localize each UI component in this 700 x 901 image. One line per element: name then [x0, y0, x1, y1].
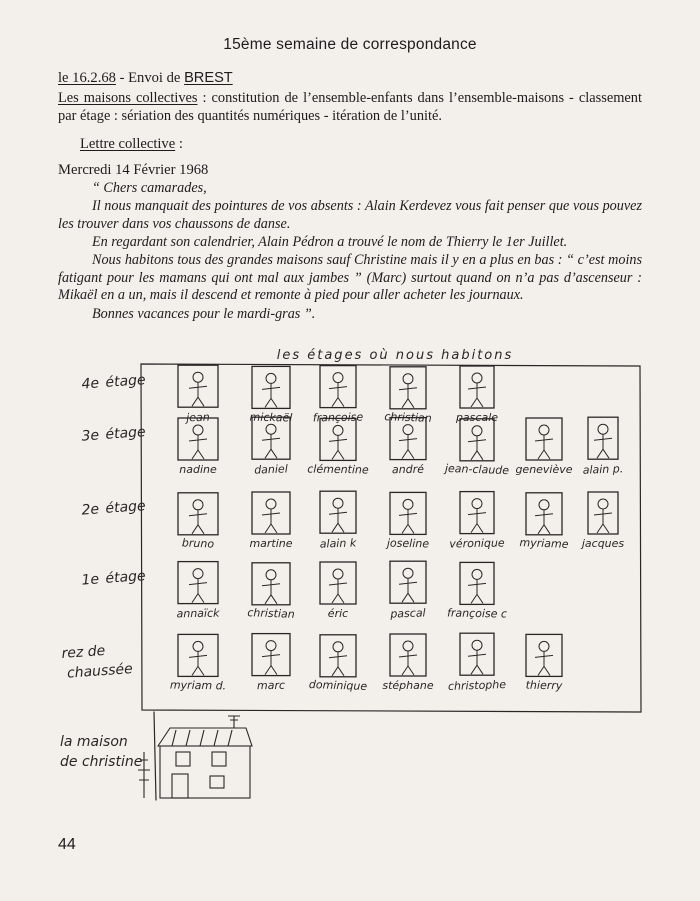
child-name: christian	[247, 606, 295, 621]
dispatch-city: BREST	[184, 70, 233, 86]
window-thierry	[526, 634, 563, 692]
window-cl-mentine	[307, 418, 369, 476]
child-name: nadine	[179, 463, 217, 476]
figure-head	[403, 425, 413, 435]
window--ric	[320, 562, 356, 620]
figure-head	[333, 373, 343, 383]
window-christian	[247, 563, 295, 621]
window-myriam-d-	[170, 634, 226, 692]
figure-body	[399, 651, 417, 675]
figure-head	[403, 641, 413, 651]
figure-head	[266, 570, 276, 580]
figure-head	[333, 425, 343, 435]
theme-text: : constitution de l’ensemble-enfants dans l’ensemble-maisons - classement par étage : sériation des quantités numériques - itération de l’unité.	[58, 90, 642, 124]
figure-body	[399, 509, 417, 533]
floor-label: 1e étage	[81, 568, 147, 589]
child-name: alain k	[319, 536, 357, 551]
child-name: mickaël	[249, 410, 293, 425]
figure-head	[403, 499, 413, 509]
figure-body	[399, 435, 417, 459]
figure-body	[262, 509, 280, 533]
figure-body	[594, 509, 612, 533]
figure-head	[193, 425, 203, 435]
child-name: myriam d.	[169, 678, 227, 693]
child-name: pascal	[390, 606, 426, 621]
letter-closing: Bonnes vacances pour le mardi-gras ”.	[92, 306, 316, 322]
figure-head	[539, 500, 549, 510]
figure-head	[598, 499, 608, 509]
figure-head	[266, 373, 276, 383]
figure-head	[266, 424, 276, 434]
letter-paragraph-1: Il nous manquait des pointures de vos absents : Alain Kerdevez vous fait penser que vous pouvez les trouver dans vos chaussons de danse.	[58, 198, 642, 232]
theme-label: Les maisons collectives	[58, 90, 198, 106]
window-jean-claude	[443, 419, 510, 477]
figure-head	[539, 425, 549, 435]
figure-body	[535, 651, 553, 675]
figure-head	[403, 568, 413, 578]
figure-body	[262, 434, 280, 458]
figure-body	[189, 510, 207, 534]
figure-body	[262, 383, 280, 407]
floor-label: 4e étage	[81, 372, 147, 393]
figure-body	[262, 651, 280, 675]
letter-label-colon: :	[175, 136, 183, 152]
figure-head	[403, 374, 413, 384]
figure-head	[472, 640, 482, 650]
window-marc	[252, 634, 290, 693]
window-christian	[384, 367, 432, 425]
child-name: jean-claude	[444, 461, 510, 478]
child-name: stéphane	[382, 679, 434, 692]
child-name: daniel	[253, 462, 288, 477]
figure-body	[189, 435, 207, 459]
figure-body	[399, 384, 417, 408]
window-andr-	[390, 418, 426, 477]
window-jacques	[580, 492, 625, 550]
window-jean	[178, 365, 218, 424]
child-name: jacques	[581, 537, 625, 550]
figure-body	[468, 436, 486, 460]
figure-body	[535, 510, 553, 534]
window-myriame	[519, 493, 569, 551]
child-name: bruno	[181, 536, 215, 551]
figure-body	[329, 383, 347, 407]
floor-label: rez dechaussée	[61, 642, 134, 682]
figure-head	[266, 499, 276, 509]
figure-body	[329, 435, 347, 459]
figure-head	[193, 500, 203, 510]
window-nadine	[178, 418, 218, 476]
window-dominique	[309, 635, 368, 693]
house-label-line-1: la maison	[60, 734, 128, 750]
child-name: geneviève	[515, 463, 573, 476]
figure-head	[193, 641, 203, 651]
window-joseline	[385, 492, 430, 550]
child-name: marc	[256, 678, 286, 693]
ground-line	[154, 712, 156, 800]
figure-head	[598, 424, 608, 434]
floors-group	[61, 365, 624, 693]
window-fran-oise	[313, 366, 364, 425]
figure-body	[468, 579, 486, 603]
figure-head	[472, 426, 482, 436]
figure-body	[329, 579, 347, 603]
figure-head	[193, 372, 203, 382]
window-fran-oise-c	[447, 562, 507, 620]
child-name: pascale	[455, 411, 499, 424]
figure-body	[189, 651, 207, 675]
child-name: christophe	[447, 677, 507, 694]
window-alain-p-	[582, 417, 623, 477]
figure-head	[333, 498, 343, 508]
figure-head	[472, 373, 482, 383]
letter-paragraph-3: Nous habitons tous des grandes maisons sauf Christine mais il y en a plus en bas : “ c’est moins fatigant pour les mamans qui ont mal aux jambes ” (Marc) surtout quand on n’a pas d’ascenseur : Mikaël en a un, mais il descend et remonte à pied pour aller acheter les journaux.	[58, 252, 642, 304]
figure-body	[468, 650, 486, 674]
floor-label: 3e étage	[81, 424, 147, 445]
figure-head	[539, 641, 549, 651]
window-daniel	[252, 417, 290, 476]
window-alain-k	[320, 491, 357, 550]
child-name: martine	[249, 537, 293, 550]
window-pascale	[455, 366, 498, 424]
figure-body	[594, 434, 612, 458]
dispatch-date: le 16.2.68	[58, 70, 116, 86]
child-name: dominique	[308, 677, 368, 694]
window-micka-l	[250, 366, 293, 424]
house-label-line-2: de christine	[60, 754, 143, 770]
page-number: 44	[58, 836, 76, 853]
letter-salutation: “ Chers camarades,	[92, 180, 207, 196]
page-header: 15ème semaine de correspondance	[223, 36, 477, 53]
window-pascal	[389, 561, 426, 620]
floor-label: 2e étage	[81, 498, 147, 519]
child-name: myriame	[519, 536, 569, 551]
drawing-title: les étages où nous habitons	[276, 348, 514, 363]
figure-head	[472, 569, 482, 579]
child-name: christian	[384, 410, 432, 425]
child-name: éric	[327, 607, 349, 620]
figure-head	[333, 569, 343, 579]
figure-body	[468, 509, 486, 533]
child-name: jean	[185, 410, 210, 425]
letter-label: Lettre collective	[80, 136, 176, 152]
figure-body	[189, 382, 207, 406]
child-name: véronique	[449, 536, 505, 551]
child-name: françoise c	[446, 606, 508, 621]
child-name: annaïck	[176, 606, 220, 621]
figure-body	[189, 579, 207, 603]
window-genevi-ve	[515, 418, 572, 476]
window-anna-ck	[176, 562, 220, 621]
child-name: clémentine	[307, 462, 369, 477]
child-name: andré	[391, 462, 425, 477]
window-bruno	[178, 493, 218, 551]
figure-body	[262, 580, 280, 604]
figure-body	[329, 508, 347, 532]
window-v-ronique	[449, 492, 505, 551]
child-name: thierry	[525, 678, 563, 693]
figure-body	[399, 578, 417, 602]
figure-body	[468, 383, 486, 407]
dispatch-sep: - Envoi de	[115, 70, 185, 86]
window-martine	[249, 492, 292, 550]
figure-head	[333, 642, 343, 652]
letter-paragraph-2: En regardant son calendrier, Alain Pédron a trouvé le nom de Thierry le 1er Juillet.	[92, 234, 568, 250]
figure-head	[472, 499, 482, 509]
window-st-phane	[382, 634, 433, 692]
child-name: françoise	[312, 410, 364, 425]
figure-body	[535, 435, 553, 459]
figure-head	[193, 569, 203, 579]
figure-head	[266, 641, 276, 651]
child-name: alain p.	[582, 462, 624, 477]
letter-date: Mercredi 14 Février 1968	[58, 162, 209, 178]
child-name: joseline	[386, 536, 430, 551]
window-christophe	[448, 633, 507, 693]
figure-body	[329, 652, 347, 676]
